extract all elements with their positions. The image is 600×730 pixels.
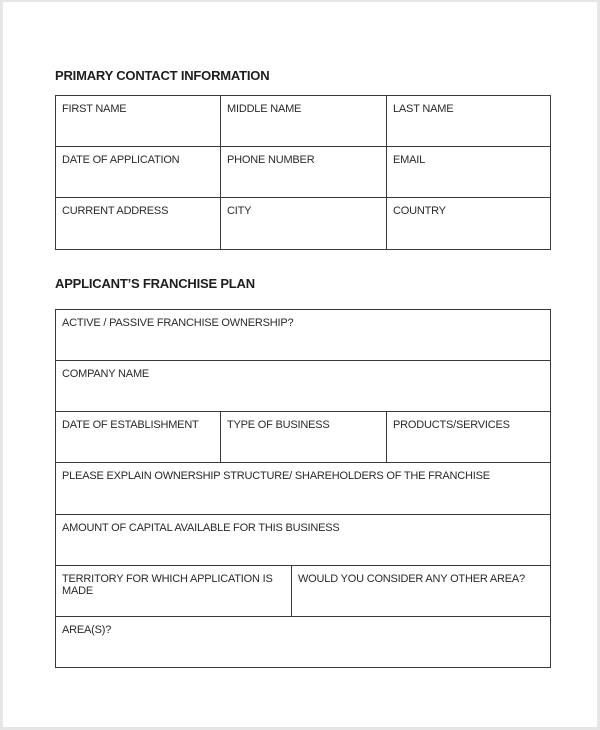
date-of-application-field[interactable]: DATE OF APPLICATION xyxy=(56,147,221,197)
company-name-field[interactable]: COMPANY NAME xyxy=(62,368,150,380)
primary-contact-table xyxy=(55,95,551,250)
capital-available-field[interactable]: AMOUNT OF CAPITAL AVAILABLE FOR THIS BUSINESS xyxy=(62,522,340,534)
section-title-franchise-plan: APPLICANT’S FRANCHISE PLAN xyxy=(55,276,255,291)
document-page xyxy=(3,2,597,727)
franchise-plan-table xyxy=(55,309,551,668)
table-row xyxy=(56,361,550,412)
email-field[interactable]: EMAIL xyxy=(393,154,426,166)
first-name-field[interactable]: FIRST NAME xyxy=(56,96,221,146)
middle-name-field[interactable]: MIDDLE NAME xyxy=(221,96,387,146)
table-row xyxy=(56,310,550,361)
date-of-establishment-field[interactable]: DATE OF ESTABLISHMENT xyxy=(56,412,221,462)
section-title-primary-contact: PRIMARY CONTACT INFORMATION xyxy=(55,68,270,83)
table-row xyxy=(56,412,550,463)
table-row xyxy=(56,198,550,249)
table-row xyxy=(56,617,550,667)
city-field[interactable]: CITY xyxy=(221,198,387,249)
areas-field[interactable]: AREA(S)? xyxy=(62,624,112,636)
products-services-field[interactable]: PRODUCTS/SERVICES xyxy=(393,419,510,431)
other-area-field[interactable]: WOULD YOU CONSIDER ANY OTHER AREA? xyxy=(298,573,525,585)
ownership-type-field[interactable]: ACTIVE / PASSIVE FRANCHISE OWNERSHIP? xyxy=(62,317,294,329)
table-row xyxy=(56,515,550,566)
table-row xyxy=(56,96,550,147)
ownership-structure-field[interactable]: PLEASE EXPLAIN OWNERSHIP STRUCTURE/ SHAREHOLDERS OF THE FRANCHISE xyxy=(62,470,490,482)
country-field[interactable]: COUNTRY xyxy=(393,205,446,217)
type-of-business-field[interactable]: TYPE OF BUSINESS xyxy=(221,412,387,462)
table-row xyxy=(56,147,550,198)
territory-field[interactable]: TERRITORY FOR WHICH APPLICATION IS MADE xyxy=(56,566,292,616)
phone-number-field[interactable]: PHONE NUMBER xyxy=(221,147,387,197)
last-name-field[interactable]: LAST NAME xyxy=(393,103,454,115)
current-address-field[interactable]: CURRENT ADDRESS xyxy=(56,198,221,249)
table-row xyxy=(56,463,550,515)
table-row xyxy=(56,566,550,617)
